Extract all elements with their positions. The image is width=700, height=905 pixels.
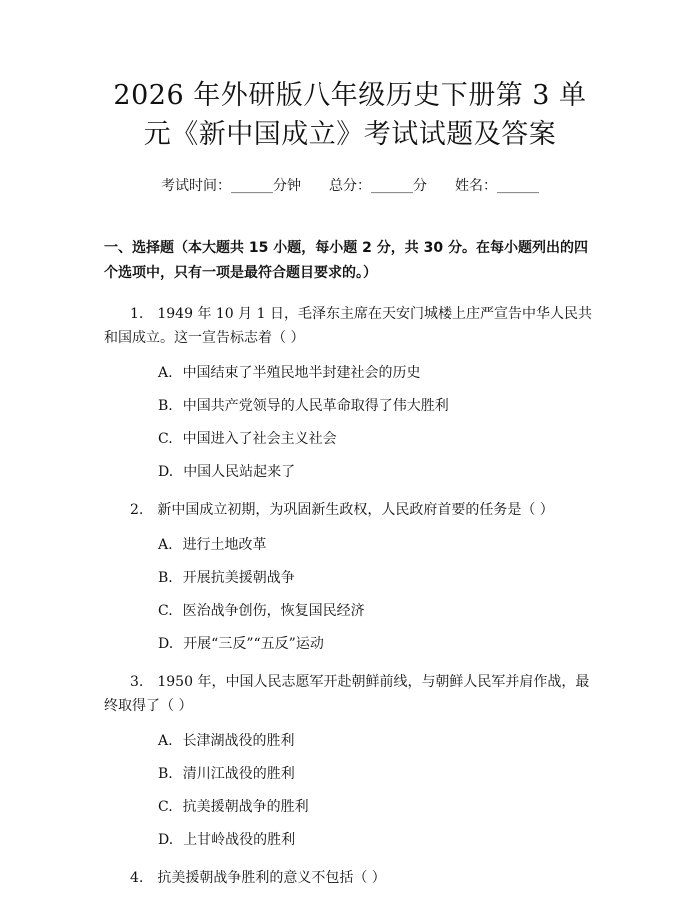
option-letter: D. [158, 464, 174, 480]
option-text: 清川江战役的胜利 [182, 766, 295, 782]
option-letter: C. [158, 603, 173, 619]
question-1-stem [104, 302, 596, 350]
question-number: 1. [130, 306, 144, 322]
option-text: 中国共产党领导的人民革命取得了伟大胜利 [182, 398, 449, 414]
question-4-stem [104, 866, 596, 890]
question-number: 2. [130, 502, 144, 518]
option-b [104, 396, 596, 416]
option-letter: B. [158, 570, 173, 586]
question-3 [104, 670, 596, 850]
question-text: 新中国成立初期，为巩固新生政权，人民政府首要的任务是（ ） [157, 502, 554, 518]
option-text: 中国结束了半殖民地半封建社会的历史 [182, 365, 421, 381]
question-2-options [104, 535, 596, 654]
option-b [104, 764, 596, 784]
option-c [104, 601, 596, 621]
option-text: 中国进入了社会主义社会 [182, 431, 337, 447]
option-letter: D. [158, 832, 174, 848]
question-number: 3. [130, 674, 144, 690]
option-letter: B. [158, 398, 173, 414]
total-score-label: 总分：______分 [329, 178, 427, 194]
option-letter: C. [158, 431, 173, 447]
exam-title: 2026 年外研版八年级历史下册第 3 单元《新中国成立》考试试题及答案 [113, 80, 587, 150]
student-name-label: 姓名：______ [455, 178, 539, 194]
question-text: 抗美援朝战争胜利的意义不包括（ ） [157, 870, 386, 886]
option-a [104, 535, 596, 555]
option-c [104, 429, 596, 449]
question-number: 4. [130, 870, 144, 886]
question-2-stem [104, 498, 596, 522]
option-letter: B. [158, 766, 173, 782]
option-text: 抗美援朝战争的胜利 [182, 799, 309, 815]
question-1-options [104, 363, 596, 482]
option-b [104, 568, 596, 588]
option-text: 开展“三反”“五反”运动 [183, 636, 324, 652]
option-text: 医治战争创伤，恢复国民经济 [182, 603, 365, 619]
option-text: 开展抗美援朝战争 [182, 570, 295, 586]
option-text: 上甘岭战役的胜利 [183, 832, 296, 848]
option-text: 长津湖战役的胜利 [182, 733, 295, 749]
question-4 [104, 866, 596, 890]
question-1 [104, 302, 596, 482]
option-letter: A. [158, 733, 173, 749]
question-2 [104, 498, 596, 654]
question-text: 1950 年，中国人民志愿军开赴朝鲜前线，与朝鲜人民军并肩作战，最终取得了（ ） [104, 674, 590, 714]
section-heading: 一、选择题（本大题共 15 小题，每小题 2 分，共 30 分。在每小题列出的四个选项中，只有一项是最符合题目要求的。） [104, 240, 588, 281]
question-text: 1949 年 10 月 1 日，毛泽东主席在天安门城楼上庄严宣告中华人民共和国成立。这一宣告标志着（ ） [104, 306, 592, 346]
option-c [104, 797, 596, 817]
option-letter: C. [158, 799, 173, 815]
option-d [104, 634, 596, 654]
option-text: 中国人民站起来了 [183, 464, 296, 480]
exam-meta [104, 176, 596, 196]
option-a [104, 363, 596, 383]
option-letter: D. [158, 636, 174, 652]
option-letter: A. [158, 537, 173, 553]
exam-time-label: 考试时间：______分钟 [161, 178, 301, 194]
option-d [104, 830, 596, 850]
option-text: 进行土地改革 [182, 537, 267, 553]
question-3-options [104, 731, 596, 850]
option-d [104, 462, 596, 482]
question-3-stem [104, 670, 596, 718]
option-a [104, 731, 596, 751]
option-letter: A. [158, 365, 173, 381]
